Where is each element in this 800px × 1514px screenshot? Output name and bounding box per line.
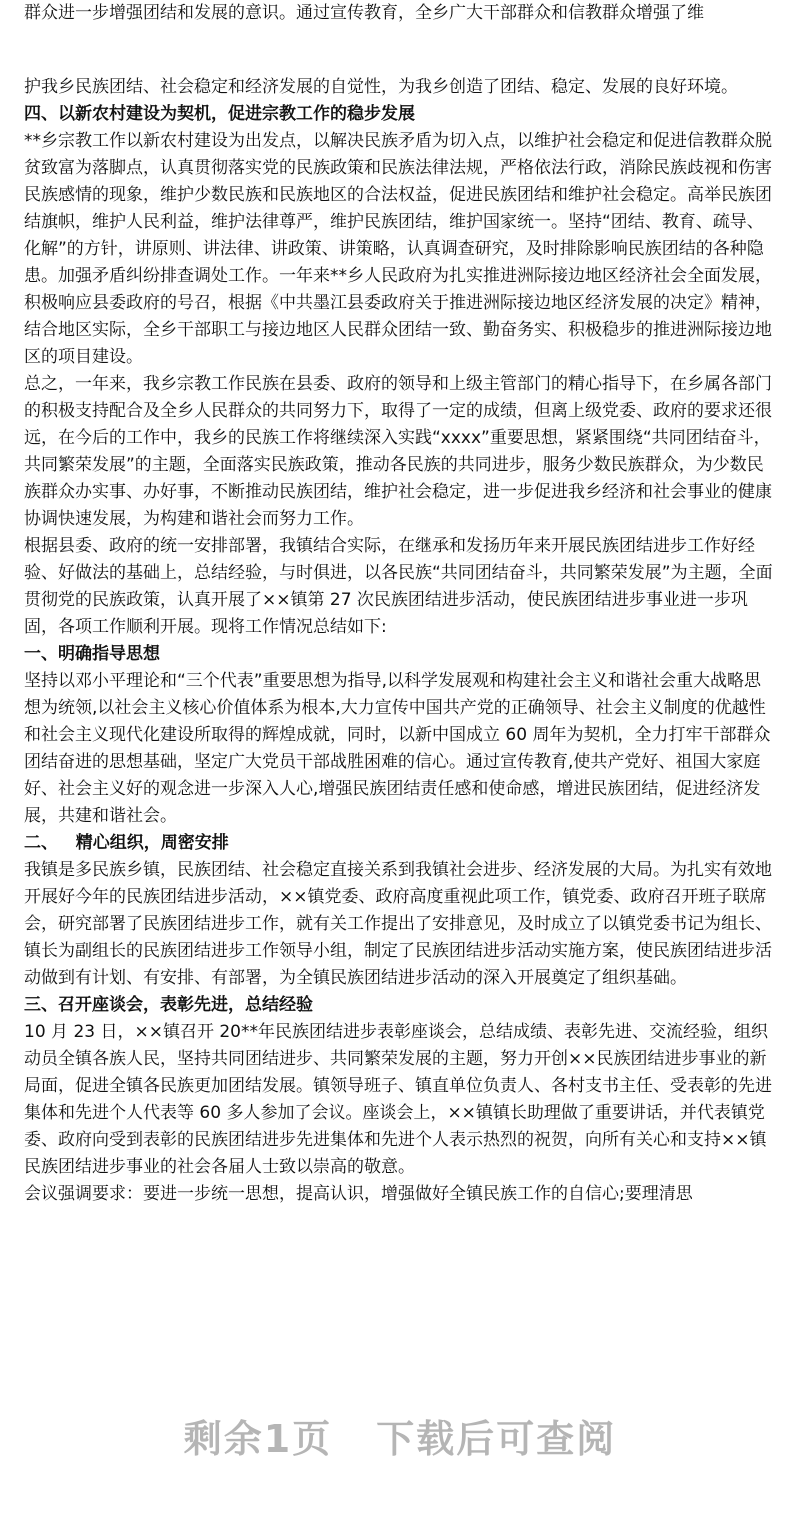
section-heading-2: [24, 830, 776, 857]
section-heading-2-text: 精心组织，周密安排: [75, 833, 229, 853]
top-fragment-block: [24, 0, 776, 27]
section-heading-2-number: 二、: [24, 833, 58, 853]
download-prompt[interactable]: [0, 1408, 800, 1463]
section-heading-3: 三、召开座谈会，表彰先进，总结经验: [24, 995, 313, 1015]
paragraph-top-fragment: 群众进一步增强团结和发展的意识。通过宣传教育，全乡广大干部群众和信教群众增强了维: [24, 3, 704, 23]
download-to-view-label[interactable]: 下载后可查阅: [376, 1417, 617, 1461]
paragraph-guidance: 坚持以邓小平理论和“三个代表”重要思想为指导,以科学发展观和构建社会主义和谐社会重大战略思想为统领,以社会主义核心价值体系为根本,大力宣传中国共产党的正确领导、社会主义制度的优越性和社会主义现代化建设所取得的辉煌成就，同时，以新中国成立 60 周年为契机，全力打牢干部群众团结奋进的思想基础，坚定广大党员干部战胜困难的信心。通过宣传教育,使共产党好、祖国大家庭好、社会主义好的观念进一步深入人心,增强民族团结责任感和使命感，增进民族团结，促进经济发展，共建和谐社会。: [24, 671, 771, 826]
section-heading-4: 四、以新农村建设为契机，促进宗教工作的稳步发展: [24, 104, 415, 124]
paragraph-religion-work: **乡宗教工作以新农村建设为出发点，以解决民族矛盾为切入点，以维护社会稳定和促进信教群众脱贫致富为落脚点，认真贯彻落实党的民族政策和民族法律法规，严格依法行政，消除民族歧视和伤害民族感情的现象，维护少数民族和民族地区的合法权益，促进民族团结和维护社会稳定。高举民族团结旗帜，维护人民利益，维护法律尊严，维护民族团结，维护国家统一。坚持“团结、教育、疏导、化解”的方针，讲原则、讲法律、讲政策、讲策略，认真调查研究，及时排除影响民族团结的各种隐患。加强矛盾纠纷排查调处工作。一年来**乡人民政府为扎实推进洲际接边地区经济社会全面发展，积极响应县委政府的号召，根据《中共墨江县委政府关于推进洲际接边地区经济发展的决定》精神，结合地区实际，全乡干部职工与接边地区人民群众团结一致、勤奋务实、积极稳步的推进洲际接边地区的项目建设。: [24, 131, 772, 367]
paragraph-meeting: 10 月 23 日，××镇召开 20**年民族团结进步表彰座谈会，总结成绩、表彰先进、交流经验，组织动员全镇各族人民，坚持共同团结进步、共同繁荣发展的主题，努力开创××民族团结进步事业的新局面，促进全镇各民族更加团结发展。镇领导班子、镇直单位负责人、各村支书主任、受表彰的先进集体和先进个人代表等 60 多人参加了会议。座谈会上，××镇镇长助理做了重要讲话，并代表镇党委、政府向受到表彰的民族团结进步先进集体和先进个人表示热烈的祝贺，向所有关心和支持××镇民族团结进步事业的社会各届人士致以崇高的敬意。: [24, 1022, 772, 1177]
remaining-pages-label[interactable]: 剩余1页: [183, 1417, 333, 1461]
paragraph-summary: 总之，一年来，我乡宗教工作民族在县委、政府的领导和上级主管部门的精心指导下，在乡属各部门的积极支持配合及全乡人民群众的共同努力下，取得了一定的成绩，但离上级党委、政府的要求还很远，在今后的工作中，我乡的民族工作将继续深入实践“xxxx”重要思想，紧紧围绕“共同团结奋斗，共同繁荣发展”的主题，全面落实民族政策，推动各民族的共同进步，服务少数民族群众，为少数民族群众办实事、办好事，不断推动民族团结，维护社会稳定，进一步促进我乡经济和社会事业的健康协调快速发展，为构建和谐社会而努力工作。: [24, 374, 772, 529]
paragraph-organization: 我镇是多民族乡镇，民族团结、社会稳定直接关系到我镇社会进步、经济发展的大局。为扎实有效地开展好今年的民族团结进步活动，××镇党委、政府高度重视此项工作，镇党委、政府召开班子联席会，研究部署了民族团结进步工作，就有关工作提出了安排意见，及时成立了以镇党委书记为组长、镇长为副组长的民族团结进步工作领导小组，制定了民族团结进步活动实施方案，使民族团结进步活动做到有计划、有安排、有部署，为全镇民族团结进步活动的深入开展奠定了组织基础。: [24, 860, 772, 988]
document-body: [24, 74, 776, 1208]
paragraph-continuation: 护我乡民族团结、社会稳定和经济发展的自觉性，为我乡创造了团结、稳定、发展的良好环境。: [24, 77, 738, 97]
paragraph-intro: 根据县委、政府的统一安排部署，我镇结合实际，在继承和发扬历年来开展民族团结进步工作好经验、好做法的基础上，总结经验，与时俱进，以各民族“共同团结奋斗，共同繁荣发展”为主题，全面贯彻党的民族政策，认真开展了××镇第 27 次民族团结进步活动，使民族团结进步事业进一步巩固，各项工作顺利开展。现将工作情况总结如下:: [24, 536, 773, 637]
paragraph-requirements: 会议强调要求：要进一步统一思想，提高认识，增强做好全镇民族工作的自信心;要理清思: [24, 1184, 693, 1204]
section-heading-1: 一、明确指导思想: [24, 644, 160, 664]
